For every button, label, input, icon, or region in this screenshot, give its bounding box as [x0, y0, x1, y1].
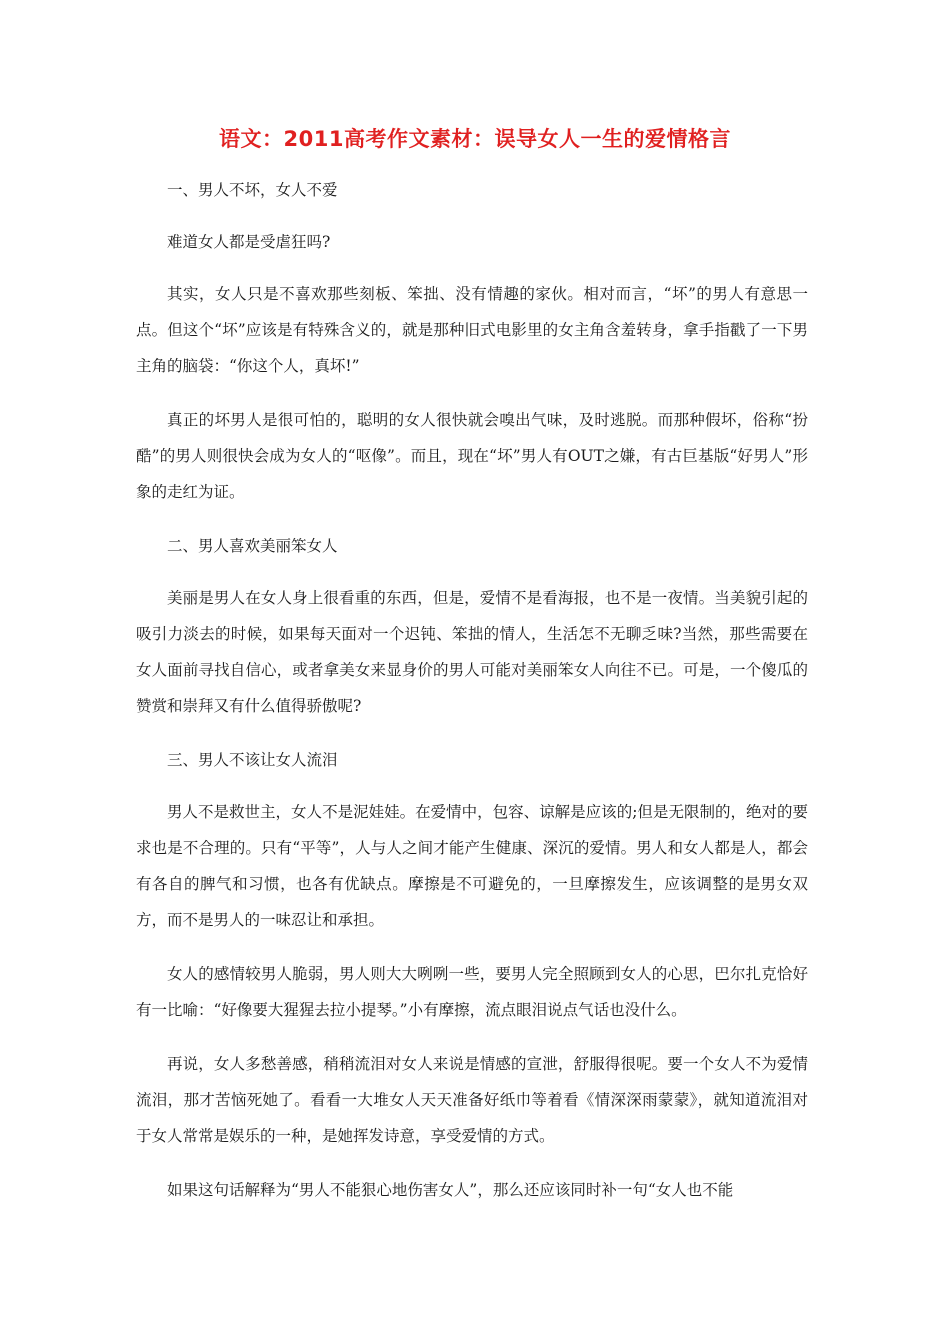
paragraph: 女人的感情较男人脆弱，男人则大大咧咧一些，要男人完全照顾到女人的心思，巴尔扎克恰好有一比喻：“好像要大猩猩去拉小提琴。”小有摩擦，流点眼泪说点气话也没什么。: [136, 965, 808, 1019]
paragraph: 美丽是男人在女人身上很看重的东西，但是，爱情不是看海报，也不是一夜情。当美貌引起的吸引力淡去的时候，如果每天面对一个迟钝、笨拙的情人，生活怎不无聊乏味?当然，那些需要在女人面前寻找自信心，或者拿美女来显身价的男人可能对美丽笨女人向往不已。可是，一个傻瓜的赞赏和崇拜又有什么值得骄傲呢?: [136, 589, 808, 715]
paragraph: 再说，女人多愁善感，稍稍流泪对女人来说是情感的宣泄，舒服得很呢。要一个女人不为爱情流泪，那才苦恼死她了。看看一大堆女人天天准备好纸巾等着看《情深深雨蒙蒙》，就知道流泪对于女人常常是娱乐的一种，是她挥发诗意，享受爱情的方式。: [136, 1055, 808, 1145]
paragraph: 其实，女人只是不喜欢那些刻板、笨拙、没有情趣的家伙。相对而言，“坏”的男人有意思一点。但这个“坏”应该是有特殊含义的，就是那种旧式电影里的女主角含羞转身，拿手指戳了一下男主角的脑袋：“你这个人，真坏!”: [136, 285, 808, 375]
paragraph: 如果这句话解释为“男人不能狠心地伤害女人”，那么还应该同时补一句“女人也不能: [167, 1181, 734, 1199]
paragraph: 男人不是救世主，女人不是泥娃娃。在爱情中，包容、谅解是应该的;但是无限制的，绝对的要求也是不合理的。只有“平等”，人与人之间才能产生健康、深沉的爱情。男人和女人都是人，都会有各自的脾气和习惯，也各有优缺点。摩擦是不可避免的，一旦摩擦发生，应该调整的是男女双方，而不是男人的一味忍让和承担。: [136, 803, 808, 929]
section-heading: 三、男人不该让女人流泪: [167, 751, 338, 769]
section-heading: 二、男人喜欢美丽笨女人: [167, 537, 338, 555]
section-heading: 一、男人不坏，女人不爱: [167, 181, 338, 199]
paragraph: 难道女人都是受虐狂吗?: [167, 233, 331, 251]
paragraph: 真正的坏男人是很可怕的，聪明的女人很快就会嗅出气味，及时逃脱。而那种假坏，俗称“扮酷”的男人则很快会成为女人的“呕像”。而且，现在“坏”男人有OUT之嫌，有古巨基版“好男人”形象的走红为证。: [136, 411, 808, 501]
document-body: [136, 172, 808, 1226]
document-title: 语文：2011高考作文素材：误导女人一生的爱情格言: [219, 127, 731, 151]
